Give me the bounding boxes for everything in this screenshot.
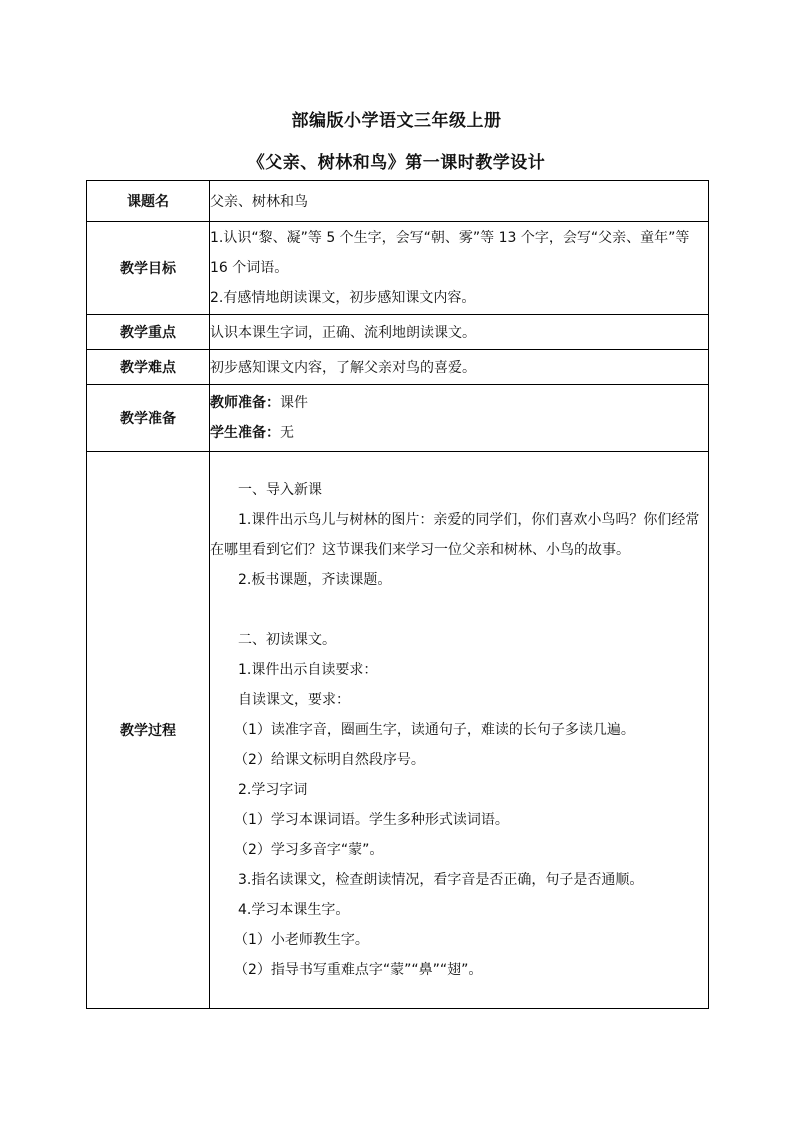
topic-value: 父亲、树林和鸟 (210, 181, 709, 222)
section-2-item-2-b: （2）学习多音字“蒙”。 (234, 842, 384, 858)
section-2-item-4-a: （1）小老师教生字。 (234, 932, 369, 948)
preparation-label: 教学准备 (87, 385, 210, 452)
student-preparation-label: 学生准备： (210, 425, 280, 441)
document-title: 部编版小学语文三年级上册 (291, 111, 502, 131)
key-points-value: 认识本课生字词，正确、流利地朗读课文。 (210, 315, 709, 350)
section-1-item-2: 2.板书课题，齐读课题。 (238, 572, 392, 588)
goals-label: 教学目标 (87, 222, 210, 315)
section-2-item-1: 1.课件出示自读要求： (238, 662, 378, 678)
goals-cell (210, 222, 709, 315)
goal-item-2: 2.有感情地朗读课文，初步感知课文内容。 (210, 290, 476, 306)
section-2-item-1-c: （2）给课文标明自然段序号。 (234, 752, 425, 768)
table-row-topic (87, 181, 709, 222)
difficulties-label: 教学难点 (87, 350, 210, 385)
lesson-plan-table (86, 180, 709, 1009)
table-row-process (87, 452, 709, 1009)
section-2-item-3: 3.指名读课文，检查朗读情况，看字音是否正确，句子是否通顺。 (238, 872, 644, 888)
section-2-item-4: 4.学习本课生字。 (238, 902, 350, 918)
table-row-key-points (87, 315, 709, 350)
teacher-preparation-value: 课件 (280, 395, 308, 411)
goal-item-1: 1.认识“黎、凝”等 5 个生字，会写“朝、雾”等 13 个字，会写“父亲、童年”等 16 个词语。 (210, 230, 690, 276)
process-cell (210, 452, 709, 1009)
difficulties-value: 初步感知课文内容，了解父亲对鸟的喜爱。 (210, 350, 709, 385)
process-label: 教学过程 (87, 452, 210, 1009)
section-1-title: 一、导入新课 (238, 482, 322, 498)
teacher-preparation-label: 教师准备： (210, 395, 280, 411)
teacher-preparation (210, 388, 708, 418)
student-preparation-value: 无 (280, 425, 294, 441)
preparation-cell (210, 385, 709, 452)
section-2-title: 二、初读课文。 (238, 632, 336, 648)
student-preparation (210, 418, 708, 448)
section-2-item-2-a: （1）学习本课词语。学生多种形式读词语。 (234, 812, 509, 828)
table-row-goals (87, 222, 709, 315)
document-subtitle: 《父亲、树林和鸟》第一课时教学设计 (247, 153, 546, 173)
key-points-label: 教学重点 (87, 315, 210, 350)
section-2-item-1-a: 自读课文，要求： (238, 692, 350, 708)
section-1-item-1: 1.课件出示鸟儿与树林的图片：亲爱的同学们，你们喜欢小鸟吗？你们经常在哪里看到它们？这节课我们来学习一位父亲和树林、小鸟的故事。 (210, 512, 700, 558)
section-spacer (210, 595, 708, 625)
section-2-item-4-b: （2）指导书写重难点字“蒙”“鼻”“翅”。 (234, 962, 483, 978)
section-2-item-2: 2.学习字词 (238, 782, 308, 798)
table-row-preparation (87, 385, 709, 452)
table-row-difficulties (87, 350, 709, 385)
topic-label: 课题名 (87, 181, 210, 222)
section-2-item-1-b: （1）读准字音，圈画生字，读通句子，难读的长句子多读几遍。 (234, 722, 635, 738)
